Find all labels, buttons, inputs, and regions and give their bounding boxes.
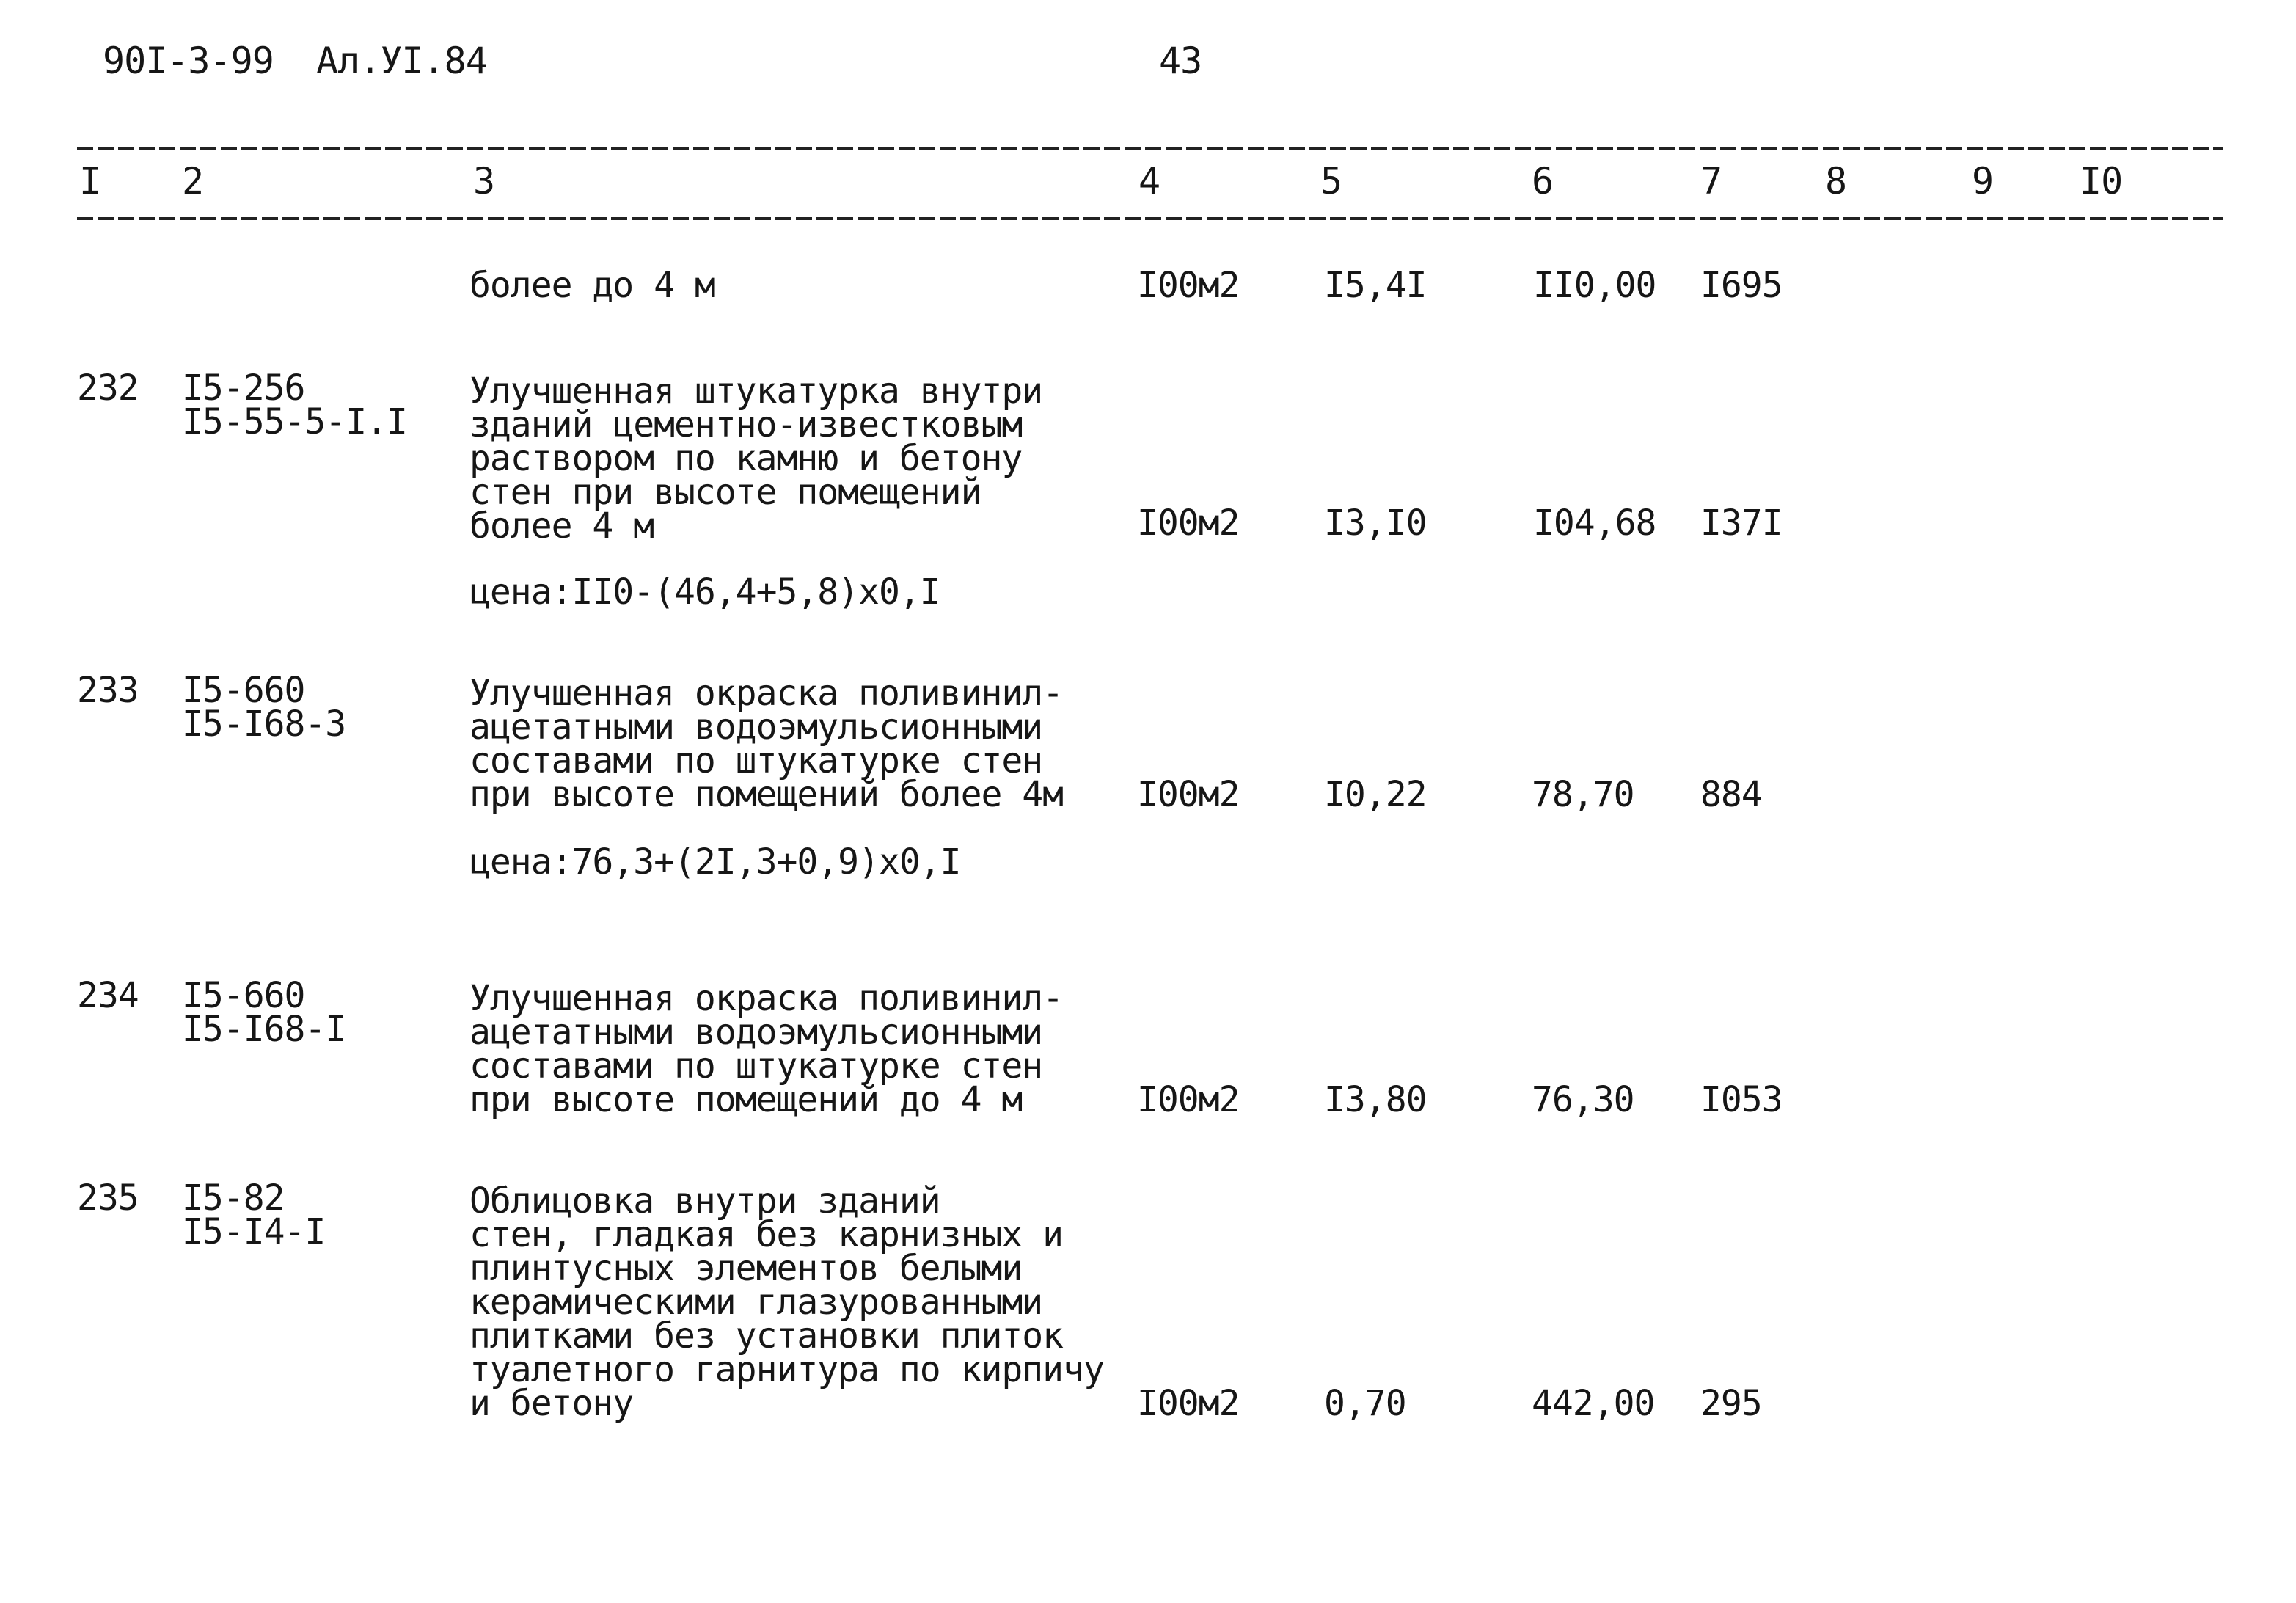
table-row-total: 295: [1700, 1383, 1762, 1424]
column-header-10: I0: [2080, 160, 2123, 202]
column-header-7: 7: [1700, 160, 1722, 202]
table-row-code: I5-660 I5-I68-I: [182, 975, 346, 1050]
table-row-number: 233: [77, 670, 139, 711]
column-header-3: 3: [473, 160, 495, 202]
table-row-quantity: I3,I0: [1324, 503, 1427, 544]
table-row-number: 232: [77, 368, 139, 409]
table-row-price-note: цена:76,3+(2I,3+0,9)x0,I: [469, 841, 961, 883]
table-row-unit: I00м2: [1137, 1383, 1240, 1424]
table-row-number: 235: [77, 1177, 139, 1219]
continuation-quantity: I5,4I: [1324, 265, 1427, 306]
column-header-1: I: [79, 160, 101, 202]
document-code: 90I-3-99 Ал.УI.84: [103, 40, 487, 82]
table-row-unit-price: I04,68: [1533, 503, 1656, 544]
table-row-total: I37I: [1700, 503, 1783, 544]
continuation-total: I695: [1700, 265, 1783, 306]
table-row-code: I5-82 I5-I4-I: [182, 1177, 326, 1252]
column-header-8: 8: [1825, 160, 1847, 202]
page-number: 43: [1159, 40, 1202, 82]
column-header-4: 4: [1138, 160, 1160, 202]
table-row-unit-price: 78,70: [1532, 774, 1634, 815]
continuation-description: более до 4 м: [469, 265, 715, 306]
table-row-code: I5-660 I5-I68-3: [182, 670, 346, 745]
table-row-description: Улучшенная окраска поливинил- ацетатными водоэмульсионными составами по штукатурке стен при высоте помещений более 4м: [469, 673, 1064, 815]
table-row-quantity: 0,70: [1324, 1383, 1406, 1424]
table-row-unit-price: 442,00: [1532, 1383, 1655, 1424]
table-row-total: 884: [1700, 774, 1762, 815]
table-row-total: I053: [1700, 1079, 1783, 1120]
table-row-unit: I00м2: [1137, 1079, 1240, 1120]
table-row-quantity: I3,80: [1324, 1079, 1427, 1120]
table-row-unit: I00м2: [1137, 774, 1240, 815]
column-header-9: 9: [1972, 160, 1994, 202]
column-header-6: 6: [1532, 160, 1554, 202]
table-row-unit-price: 76,30: [1532, 1079, 1634, 1120]
table-row-number: 234: [77, 975, 139, 1016]
column-header-5: 5: [1320, 160, 1342, 202]
header-top-rule: [77, 147, 2223, 150]
table-row-price-note: цена:II0-(46,4+5,8)x0,I: [469, 572, 940, 613]
header-bottom-rule: [77, 217, 2223, 220]
table-row-description: Облицовка внутри зданий стен, гладкая без карнизных и плинтусных элементов белыми керамическими глазурованными плитками без установки плиток туалетного гарнитура по кирпичу и бетону: [469, 1180, 1104, 1424]
continuation-unit-price: II0,00: [1533, 265, 1656, 306]
column-header-2: 2: [182, 160, 204, 202]
table-row-description: Улучшенная штукатурка внутри зданий цементно-известковым раствором по камню и бетону стен при высоте помещений более 4 м: [469, 370, 1043, 547]
table-row-unit: I00м2: [1137, 503, 1240, 544]
table-row-description: Улучшенная окраска поливинил- ацетатными водоэмульсионными составами по штукатурке стен при высоте помещений до 4 м: [469, 978, 1064, 1120]
continuation-unit: I00м2: [1137, 265, 1240, 306]
table-row-quantity: I0,22: [1324, 774, 1427, 815]
table-row-code: I5-256 I5-55-5-I.I: [182, 368, 407, 442]
